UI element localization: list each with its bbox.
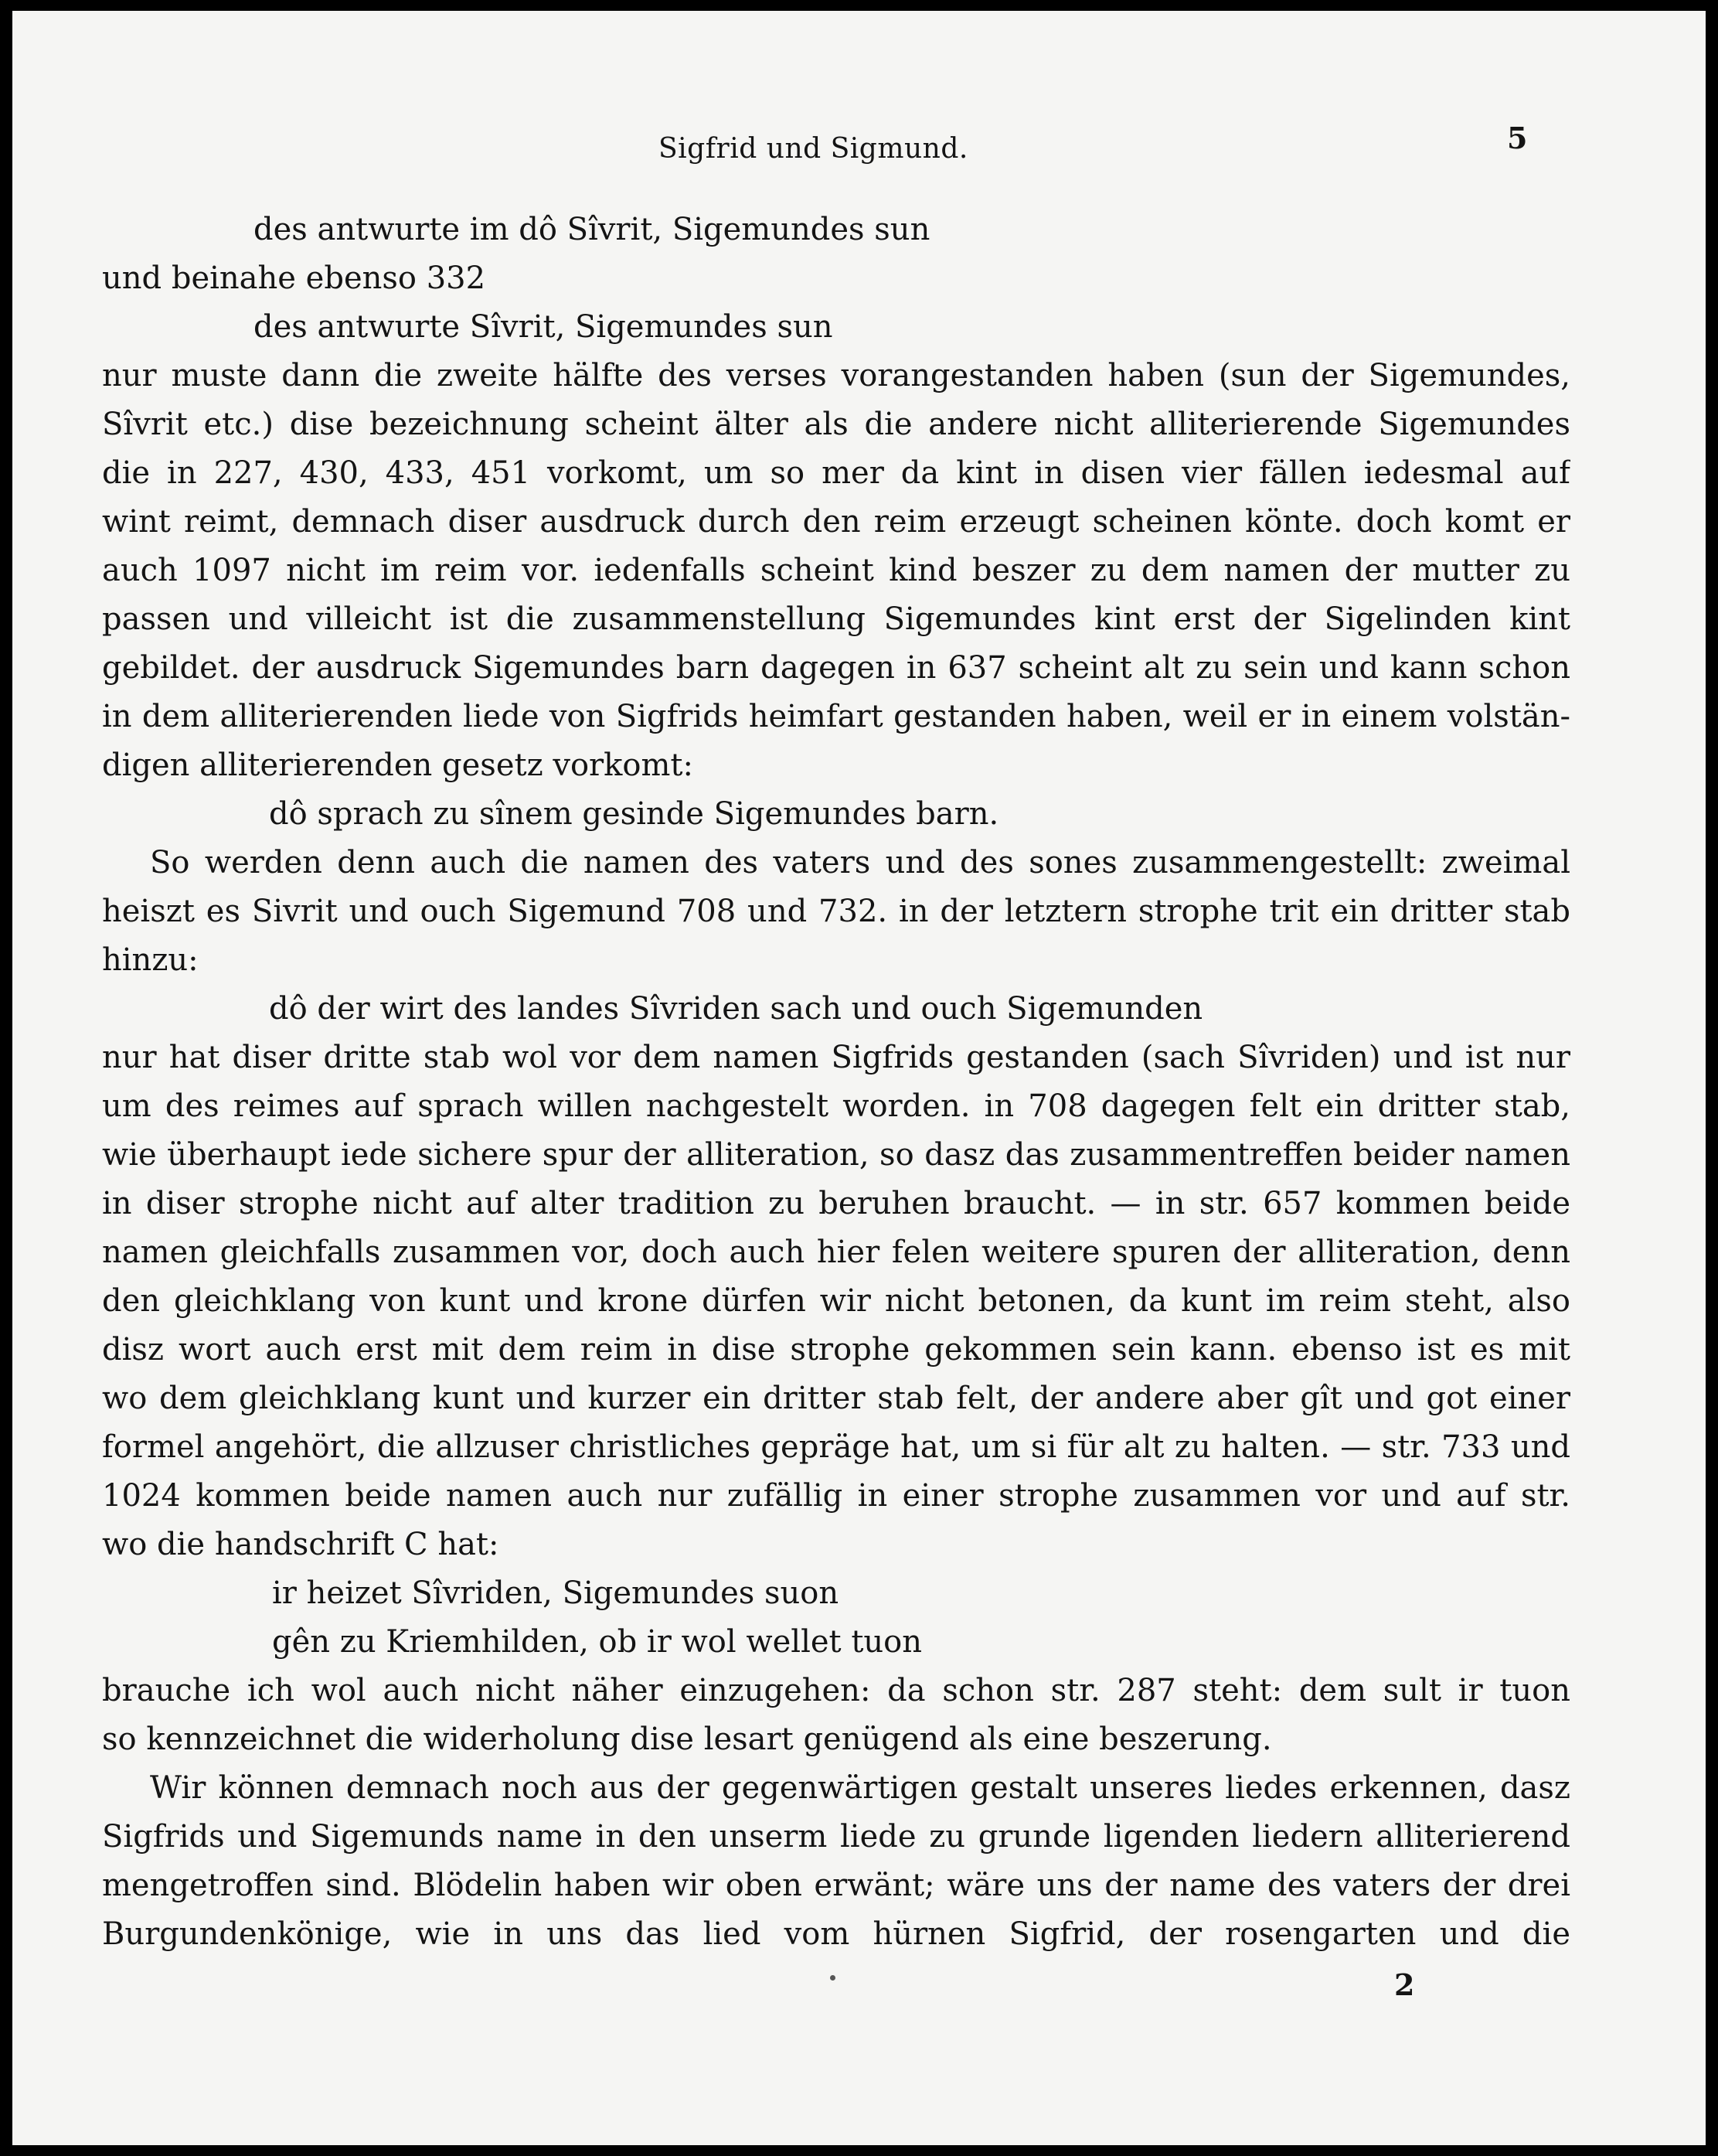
text-line: wo die handschrift C hat: <box>102 1527 499 1562</box>
text-line: 1024 kommen beide namen auch nur zufällig in einer strophe zusammen vor und auf str. <box>102 1478 1570 1514</box>
text-line: Sigfrids und Sigemunds name in den unserm liede zu grunde ligenden liedern alliterierend <box>102 1819 1570 1855</box>
text-line: in diser strophe nicht auf alter tradition zu beruhen braucht. — in str. 657 kommen beide <box>102 1186 1570 1221</box>
signature-mark: 2 <box>1394 1967 1415 2002</box>
verse-line: des antwurte Sîvrit, Sigemundes sun <box>253 309 833 345</box>
text-line: wo dem gleichklang kunt und kurzer ein dritter stab felt, der andere aber gît und got einer <box>102 1381 1570 1416</box>
text-line: wie überhaupt iede sichere spur der alliteration, so dasz das zusammentreffen beider namen <box>102 1137 1570 1173</box>
text-line: hinzu: <box>102 942 199 978</box>
text-line: wint reimt, demnach diser ausdruck durch den reim erzeugt scheinen könte. doch komt er <box>102 504 1570 540</box>
page-number: 5 <box>1507 121 1528 155</box>
text-line: und beinahe ebenso 332 <box>102 261 486 296</box>
verse-line: ir heizet Sîvriden, Sigemundes suon <box>272 1575 839 1611</box>
text-line: formel angehört, die allzuser christliches gepräge hat, um si für alt zu halten. — str. 733 und <box>102 1429 1570 1465</box>
text-line: die in 227, 430, 433, 451 vorkomt, um so mer da kint in disen vier fällen iedesmal auf <box>102 455 1570 491</box>
text-line: Burgundenkönige, wie in uns das lied vom hürnen Sigfrid, der rosengarten und die <box>102 1916 1570 1952</box>
text-line: gebildet. der ausdruck Sigemundes barn dagegen in 637 scheint alt zu sein und kann schon <box>102 650 1570 686</box>
text-line: heiszt es Sivrit und ouch Sigemund 708 und 732. in der letztern strophe trit ein dritter stab <box>102 894 1570 929</box>
text-line: passen und villeicht ist die zusammenstellung Sigemundes kint erst der Sigelinden kint <box>102 601 1570 637</box>
scanned-page <box>12 11 1706 2145</box>
text-line: brauche ich wol auch nicht näher einzugehen: da schon str. 287 steht: dem sult ir tuon <box>102 1673 1570 1708</box>
paragraph-start-line: So werden denn auch die namen des vaters und des sones zusammengestellt: zweimal <box>150 845 1570 880</box>
text-line: in dem alliterierenden liede von Sigfrids heimfart gestanden haben, weil er in einem volstän- <box>102 699 1570 734</box>
verse-line: des antwurte im dô Sîvrit, Sigemundes sun <box>253 212 930 247</box>
book-page <box>12 11 1706 2145</box>
ink-dot <box>830 1975 835 1981</box>
text-line: um des reimes auf sprach willen nachgestelt worden. in 708 dagegen felt ein dritter stab, <box>102 1088 1570 1124</box>
text-line: den gleichklang von kunt und krone dürfen wir nicht betonen, da kunt im reim steht, also <box>102 1283 1570 1319</box>
text-line: nur muste dann die zweite hälfte des verses vorangestanden haben (sun der Sigemundes, <box>102 358 1570 393</box>
text-line: namen gleichfalls zusammen vor, doch auch hier felen weitere spuren der alliteration, denn <box>102 1235 1570 1270</box>
text-line: auch 1097 nicht im reim vor. iedenfalls scheint kind beszer zu dem namen der mutter zu <box>102 553 1570 588</box>
text-line: nur hat diser dritte stab wol vor dem namen Sigfrids gestanden (sach Sîvriden) und ist nur <box>102 1040 1570 1075</box>
text-line: digen alliterierenden gesetz vorkomt: <box>102 748 693 783</box>
text-line: so kennzeichnet die widerholung dise lesart genügend als eine beszerung. <box>102 1722 1272 1757</box>
body-text <box>102 206 1570 1959</box>
paragraph-start-line: Wir können demnach noch aus der gegenwärtigen gestalt unseres liedes erkennen, dasz <box>150 1770 1570 1806</box>
verse-line: gên zu Kriemhilden, ob ir wol wellet tuon <box>272 1624 923 1660</box>
verse-line: dô sprach zu sînem gesinde Sigemundes barn. <box>269 796 999 832</box>
text-line: disz wort auch erst mit dem reim in dise strophe gekommen sein kann. ebenso ist es mit <box>102 1332 1570 1368</box>
text-line: mengetroffen sind. Blödelin haben wir oben erwänt; wäre uns der name des vaters der drei <box>102 1868 1570 1903</box>
text-line: Sîvrit etc.) dise bezeichnung scheint älter als die andere nicht alliterierende Sigemundes <box>102 407 1570 442</box>
verse-line: dô der wirt des landes Sîvriden sach und ouch Sigemunden <box>269 991 1203 1027</box>
running-head: Sigfrid und Sigmund. <box>658 133 968 165</box>
